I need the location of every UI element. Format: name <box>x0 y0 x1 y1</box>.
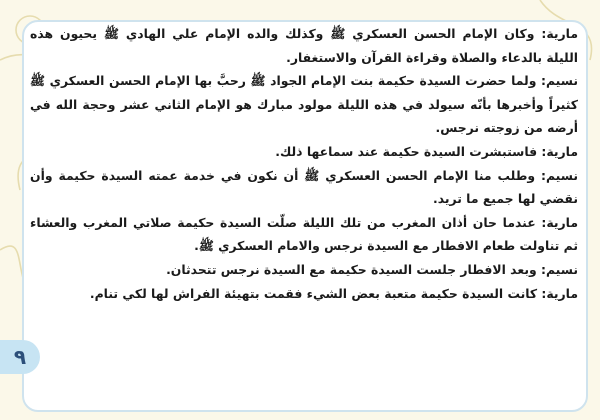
dialogue-line: مارية: كانت السيدة حكيمة متعبة بعض الشيء فقمت بتهيئة الفراش لها لكي تنام. <box>89 285 578 301</box>
dialogue-text <box>30 22 578 402</box>
dialogue-line: نسيم: وبعد الافطار جلست السيدة حكيمة مع السيدة نرجس تتحدثان. <box>166 261 578 277</box>
dialogue-line: نسيم: ولما حضرت السيدة حكيمة بنت الإمام الجواد ﷺ رحبَّ بها الإمام الحسن العسكري ﷺ كثيراً وأخبرها بأنّه سيولد في هذه الليلة مولود مبارك هو الإمام الثاني عشر وحجة الله في أرضه من زوجته نرجس. <box>30 73 578 136</box>
dialogue-line: مارية: وكان الإمام الحسن العسكري ﷺ وكذلك والده الإمام علي الهادي ﷺ يحيون هذه الليلة بالدعاء والصلاة وقراءة القرآن والاستغفار. <box>30 26 578 65</box>
dialogue-line: مارية: فاستبشرت السيدة حكيمة عند سماعها ذلك. <box>275 143 578 159</box>
page-number: ٩ <box>13 345 27 369</box>
dialogue-line: مارية: عندما حان أذان المغرب من تلك الليلة صلّت السيدة حكيمة صلاتي المغرب والعشاء ثم تناولت طعام الافطار مع السيدة نرجس والامام العسكري ﷺ. <box>30 214 578 254</box>
page-number-badge <box>0 340 40 374</box>
dialogue-line: نسيم: وطلب منا الإمام الحسن العسكري ﷺ أن نكون في خدمة عمته السيدة حكيمة وأن نقضي لها جميع ما تريد. <box>30 167 578 207</box>
